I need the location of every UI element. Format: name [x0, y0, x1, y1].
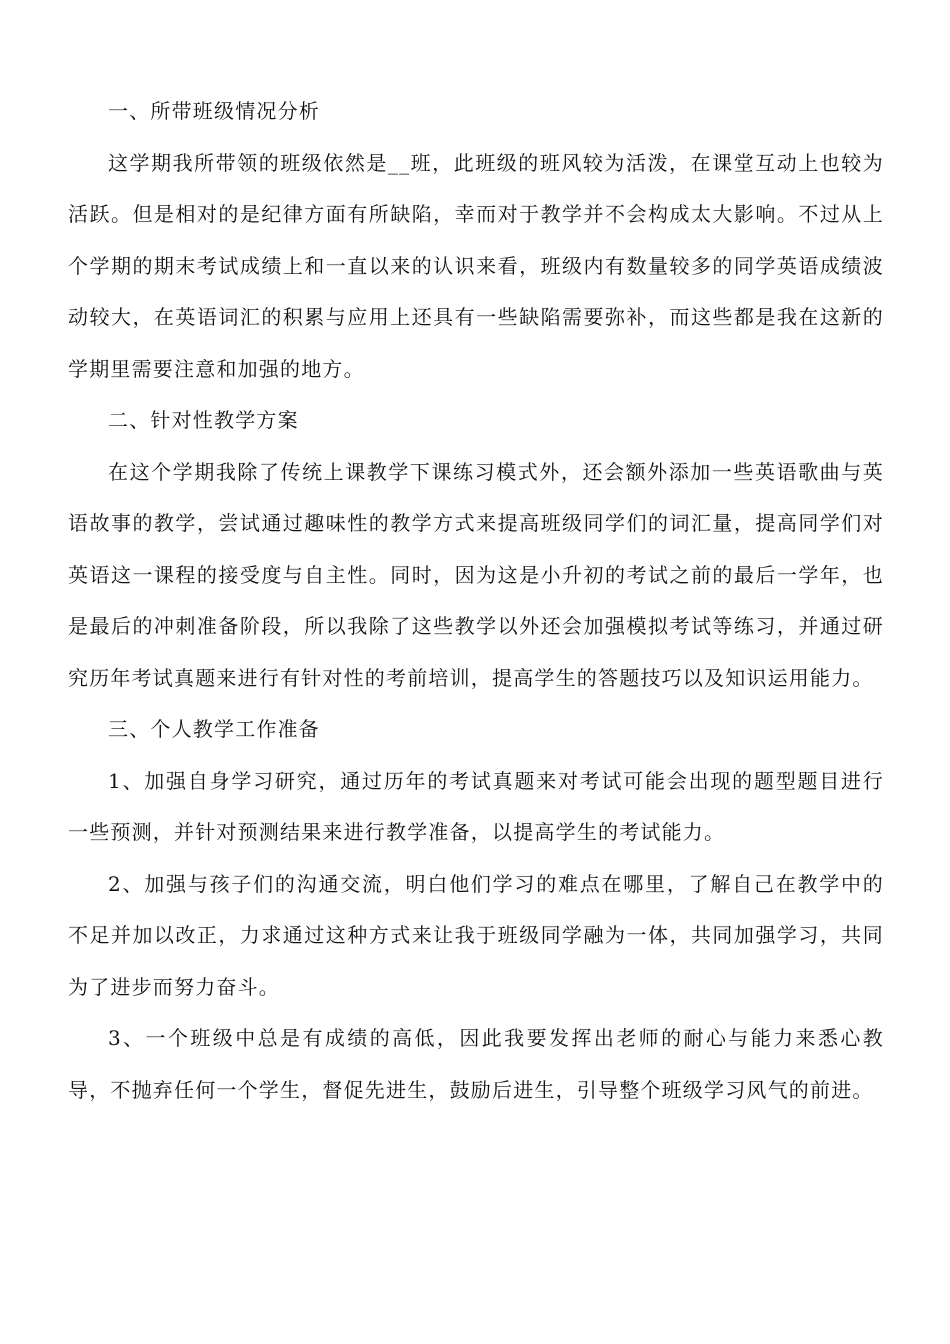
- section-heading-personal-preparation: 三、个人教学工作准备: [108, 717, 320, 741]
- section-heading-teaching-plan: 二、针对性教学方案: [108, 408, 299, 432]
- list-item-1: 1、加强自身学习研究，通过历年的考试真题来对考试可能会出现的题型题目进行一些预测，并针对预测结果来进行教学准备，以提高学生的考试能力。: [68, 768, 884, 844]
- paragraph-class-analysis: 这学期我所带领的班级依然是__班，此班级的班风较为活泼，在课堂互动上也较为活跃。但是相对的是纪律方面有所缺陷，幸而对于教学并不会构成太大影响。不过从上个学期的期末考试成绩上和一直以来的认识来看，班级内有数量较多的同学英语成绩波动较大，在英语词汇的积累与应用上还具有一些缺陷需要弥补，而这些都是我在这新的学期里需要注意和加强的地方。: [68, 150, 884, 381]
- list-item-2: 2、加强与孩子们的沟通交流，明白他们学习的难点在哪里，了解自己在教学中的不足并加以改正，力求通过这种方式来让我于班级同学融为一体，共同加强学习，共同为了进步而努力奋斗。: [68, 871, 884, 999]
- section-heading-class-analysis: 一、所带班级情况分析: [108, 99, 320, 123]
- document-body: [68, 86, 884, 1116]
- list-item-3: 3、一个班级中总是有成绩的高低，因此我要发挥出老师的耐心与能力来悉心教导，不抛弃任何一个学生，督促先进生，鼓励后进生，引导整个班级学习风气的前进。: [68, 1026, 884, 1102]
- paragraph-teaching-plan: 在这个学期我除了传统上课教学下课练习模式外，还会额外添加一些英语歌曲与英语故事的教学，尝试通过趣味性的教学方式来提高班级同学们的词汇量，提高同学们对英语这一课程的接受度与自主性。同时，因为这是小升初的考试之前的最后一学年，也是最后的冲刺准备阶段，所以我除了这些教学以外还会加强模拟考试等练习，并通过研究历年考试真题来进行有针对性的考前培训，提高学生的答题技巧以及知识运用能力。: [68, 459, 884, 690]
